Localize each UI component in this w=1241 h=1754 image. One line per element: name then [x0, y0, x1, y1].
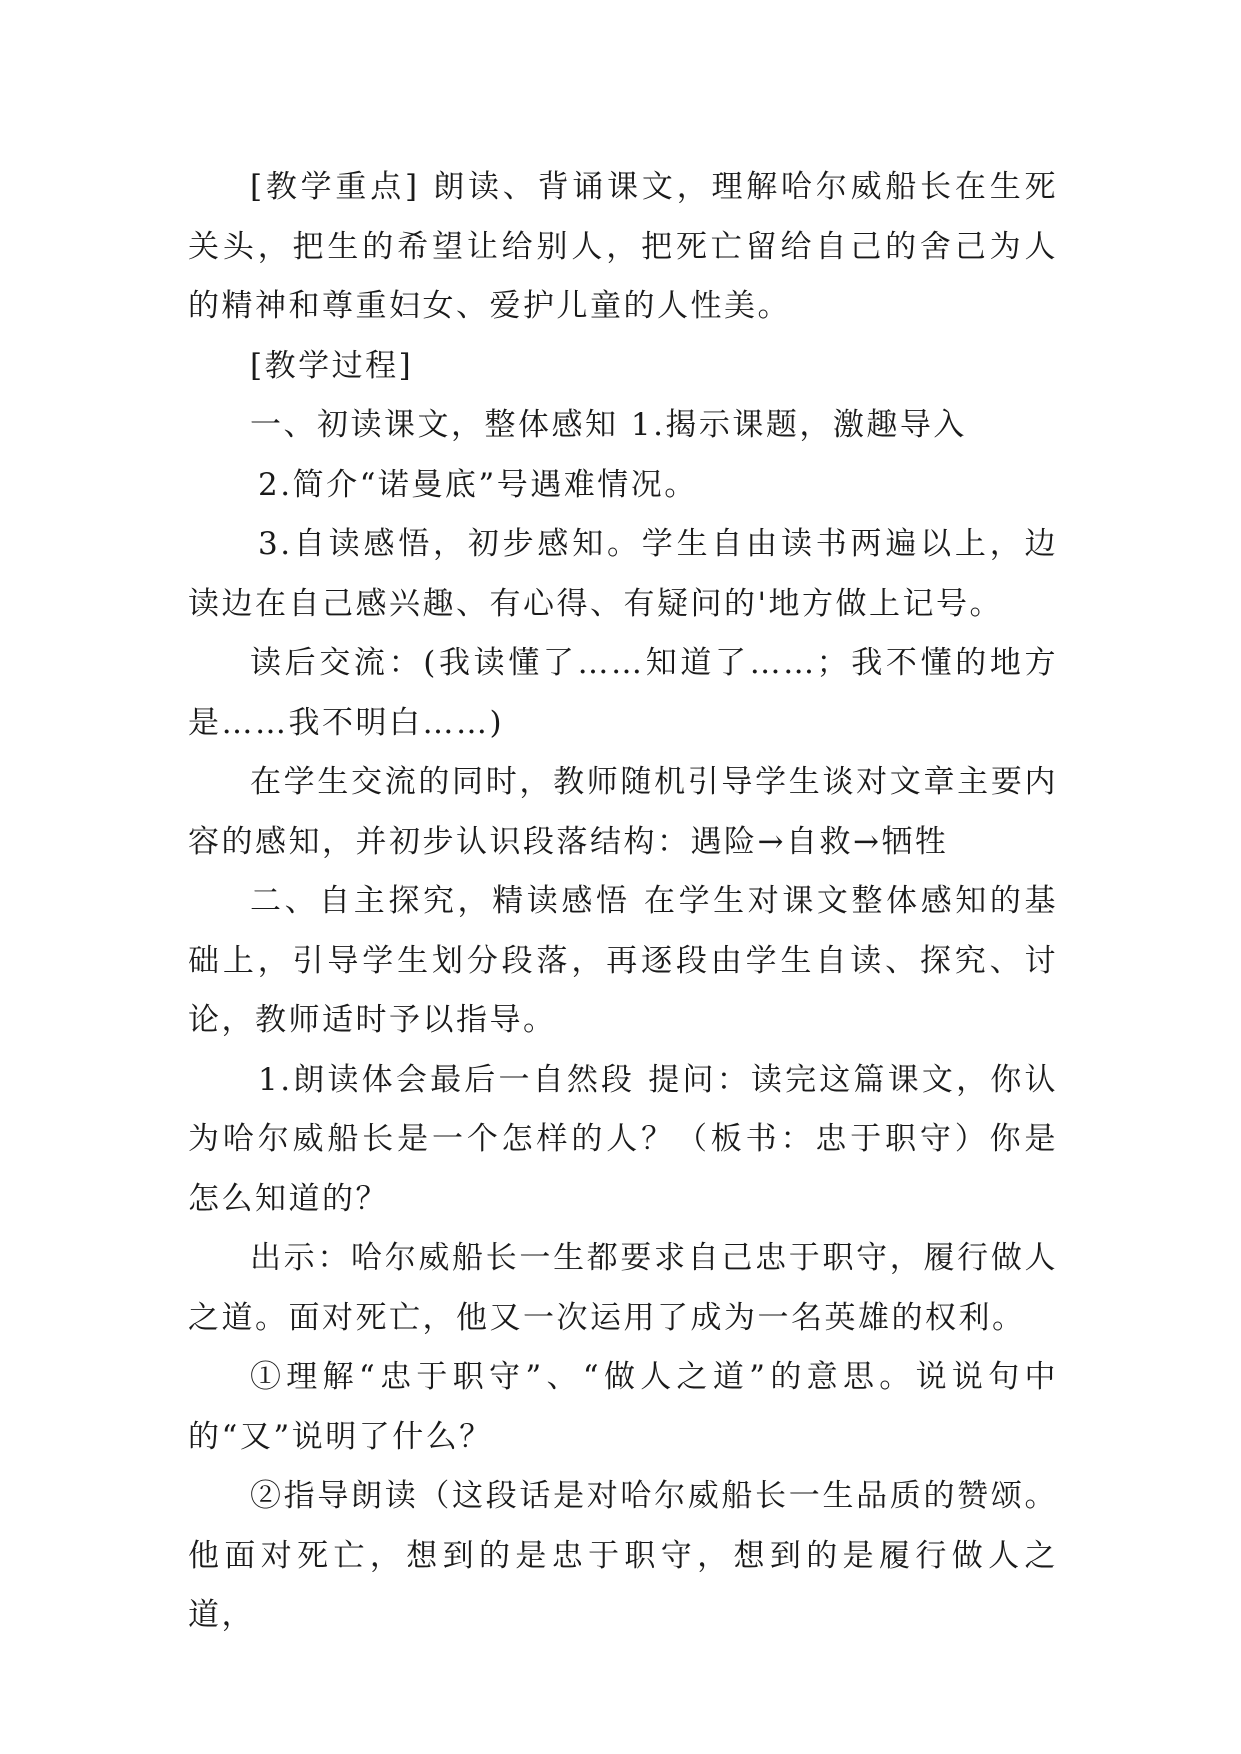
- paragraph-step-1-reading: 1.朗读体会最后一自然段 提问：读完这篇课文，你认为哈尔威船长是一个怎样的人？（板书：忠于职守）你是怎么知道的？: [188, 1061, 1058, 1217]
- document-body: [188, 158, 1058, 1646]
- paragraph-teaching-process-heading: [教学过程]: [250, 347, 414, 384]
- paragraph-discussion: 读后交流：(我读懂了……知道了……；我不懂的地方是……我不明白……): [188, 645, 1058, 741]
- paragraph-step-2: 2.简介“诺曼底”号遇难情况。: [258, 466, 698, 503]
- paragraph-section-one: 一、初读课文，整体感知 1.揭示课题，激趣导入: [250, 407, 967, 443]
- paragraph-step-3: 3.自读感悟，初步感知。学生自由读书两遍以上，边读边在自己感兴趣、有心得、有疑问的'地方做上记号。: [188, 526, 1058, 622]
- paragraph-item-2: ②指导朗读（这段话是对哈尔威船长一生品质的赞颂。他面对死亡，想到的是忠于职守，想到的是履行做人之道，: [188, 1478, 1058, 1633]
- paragraph-teacher-guidance: 在学生交流的同时，教师随机引导学生谈对文章主要内容的感知，并初步认识段落结构：遇险→自救→牺牲: [188, 764, 1058, 860]
- paragraph-teaching-focus: [教学重点] 朗读、背诵课文，理解哈尔威船长在生死关头，把生的希望让给别人，把死亡留给自己的舍己为人的精神和尊重妇女、爱护儿童的人性美。: [188, 169, 1058, 324]
- paragraph-section-two: 二、自主探究，精读感悟 在学生对课文整体感知的基础上，引导学生划分段落，再逐段由学生自读、探究、讨论，教师适时予以指导。: [188, 883, 1058, 1038]
- paragraph-item-1: ①理解“忠于职守”、“做人之道”的意思。说说句中的“又”说明了什么？: [188, 1359, 1058, 1455]
- paragraph-display: 出示：哈尔威船长一生都要求自己忠于职守，履行做人之道。面对死亡，他又一次运用了成为一名英雄的权利。: [188, 1240, 1058, 1336]
